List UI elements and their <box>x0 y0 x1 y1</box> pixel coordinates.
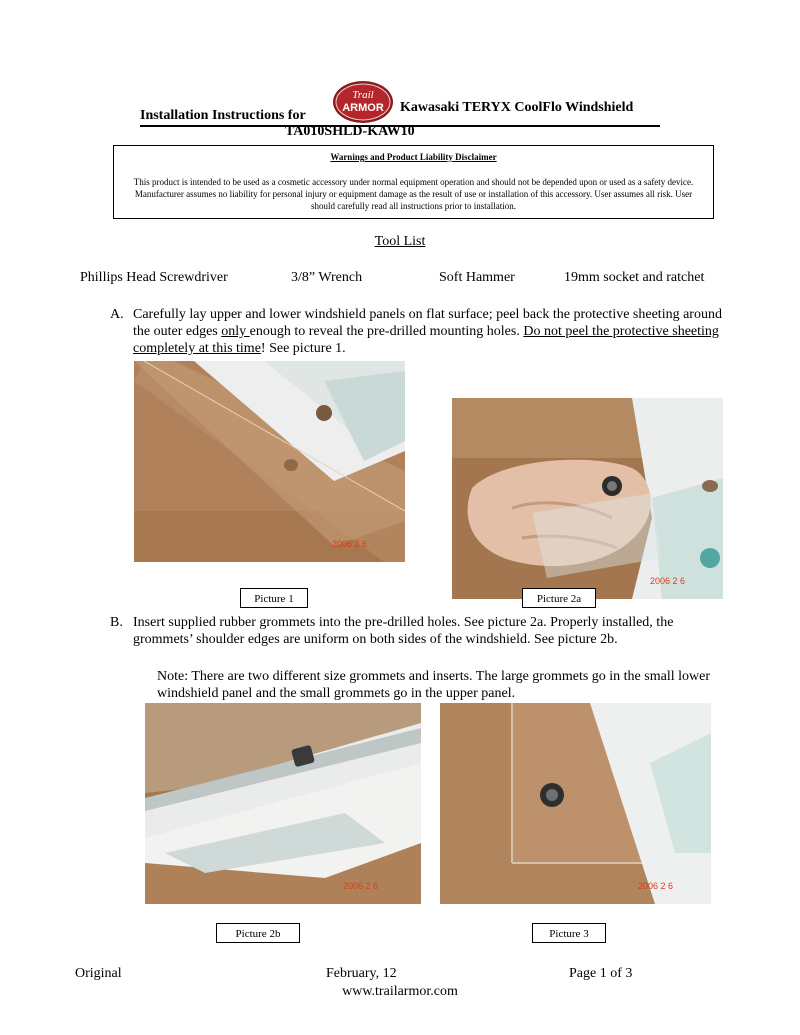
step-b <box>110 614 725 648</box>
caption-picture-2a: Picture 2a <box>522 588 596 608</box>
trail-armor-logo <box>332 80 394 124</box>
footer-website: www.trailarmor.com <box>342 984 458 999</box>
date-stamp: 2006 2 6 <box>638 881 674 891</box>
date-stamp: 2006 2 6 <box>650 576 686 586</box>
step-a-emphasis: only <box>221 324 250 339</box>
step-a-text: ! See picture 1. <box>260 341 346 356</box>
tool-item: Phillips Head Screwdriver <box>80 270 228 285</box>
tool-list-title: Tool List <box>374 234 426 249</box>
step-a-warning: Do not peel the protective sheeting completely at this time <box>133 324 719 356</box>
step-a <box>110 306 725 357</box>
step-a-marker: A. <box>110 307 124 322</box>
date-stamp: 2006 2 6 <box>332 539 368 549</box>
title-left: Installation Instructions for <box>140 108 306 123</box>
note: Note: There are two different size grommets and inserts. The large grommets go in the small lower windshield panel and the small grommets go in the upper panel. <box>157 669 710 701</box>
picture-3-photo <box>440 703 711 904</box>
tool-item: Soft Hammer <box>439 270 515 285</box>
warning-title: Warnings and Product Liability Disclaimer <box>330 152 497 162</box>
title-right: Kawasaki TERYX CoolFlo Windshield <box>400 100 634 115</box>
caption-picture-3: Picture 3 <box>532 923 606 943</box>
date-stamp: 2006 2 6 <box>343 881 379 891</box>
step-b-marker: B. <box>110 615 123 630</box>
warning-box <box>113 145 714 219</box>
warning-body: This product is intended to be used as a cosmetic accessory under normal equipment operation and should not be depended upon or used as a safety device. Manufacturer assumes no liability for personal injury or equipment damage as the result of use or installation of this accessory. User assumes all risk. User should carefully read all instructions prior to installation. <box>133 177 694 211</box>
tool-item: 19mm socket and ratchet <box>564 270 705 285</box>
picture-2b-photo <box>145 703 421 904</box>
picture-2a-photo <box>452 398 723 599</box>
footer-page-number: Page 1 of 3 <box>569 966 633 981</box>
step-b-text: Insert supplied rubber grommets into the pre-drilled holes. See picture 2a. Properly installed, the grommets’ shoulder edges are uniform on both sides of the windshield. See picture 2b. <box>133 615 674 647</box>
svg-text:ARMOR: ARMOR <box>342 102 384 114</box>
step-a-text: Carefully lay upper and lower windshield panels on flat surface; peel back the protective sheeting around the outer edges <box>133 307 722 339</box>
caption-picture-1: Picture 1 <box>240 588 308 608</box>
caption-picture-2b: Picture 2b <box>216 923 300 943</box>
footer-date: February, 12 <box>326 966 397 981</box>
footer-version: Original <box>75 966 122 981</box>
part-number: TA010SHLD-KAW10 <box>285 124 415 139</box>
tool-item: 3/8” Wrench <box>291 270 363 285</box>
picture-1-photo <box>134 361 405 562</box>
step-a-text: enough to reveal the pre-drilled mounting holes. <box>249 324 524 339</box>
svg-text:Trail: Trail <box>352 89 374 101</box>
